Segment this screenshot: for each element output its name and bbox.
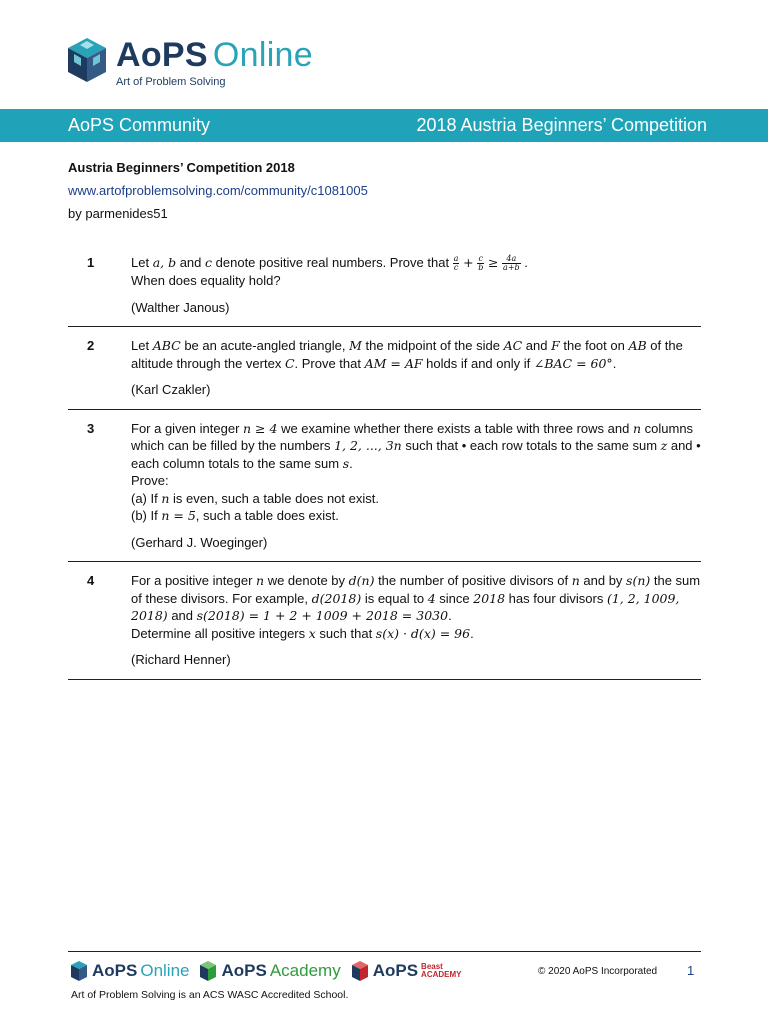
text: (b) If: [131, 508, 162, 524]
math: AC: [503, 338, 523, 354]
beast-academy-cube-icon: [351, 960, 369, 982]
text: the sum of these divisors. For example,: [131, 573, 701, 606]
problem-2: [68, 327, 701, 410]
author-byline: by parmenides51: [68, 206, 168, 221]
problem-statement: [131, 420, 701, 552]
math: F: [551, 338, 560, 354]
text: we examine whether there exists a table with three rows and: [277, 420, 633, 436]
text: of the altitude through the vertex: [131, 338, 683, 371]
aops-academy-cube-icon: [199, 960, 217, 982]
copyright: © 2020 AoPS Incorporated: [538, 966, 658, 977]
text: since: [435, 590, 474, 606]
math: s(2018) = 1 + 2 + 1009 + 2018 = 3030: [196, 608, 449, 624]
beast-academy-wordmark: [421, 963, 461, 979]
logo-name-light: Online: [212, 36, 313, 74]
math: ABC: [152, 338, 181, 354]
math: 4: [427, 590, 436, 606]
text: .: [470, 625, 474, 641]
math: n: [256, 573, 265, 589]
accreditation-note: Art of Problem Solving is an ACS WASC Accredited School.: [71, 989, 349, 1001]
problem-author: (Gerhard J. Woeginger): [131, 534, 268, 550]
logo-tagline: Art of Problem Solving: [116, 76, 226, 88]
footer-beast-academy-logo[interactable]: [351, 960, 462, 982]
footer-divider: [68, 951, 701, 952]
footer-online-light: Online: [140, 961, 190, 980]
problem-1: [68, 250, 701, 327]
text: (a) If: [131, 490, 162, 506]
problem-statement: Let a, b and c denote positive real numbers. Prove that $\frac{a}{c}$ + $\frac{c}{b}$ ≥ $\frac{4a}{a+b}$ . When does equality hold? (Walther Janous): [131, 254, 701, 316]
text: For a positive integer: [131, 573, 257, 589]
math: n: [571, 573, 580, 589]
text: such that • each row totals to the same sum: [401, 438, 661, 454]
text: the foot on: [559, 338, 629, 354]
text: Determine all positive integers: [131, 625, 309, 641]
problem-4: [68, 562, 701, 680]
problem-number: 4: [87, 573, 95, 589]
math: ∠BAC = 60°: [533, 355, 613, 371]
text: is even, such a table does not exist.: [169, 490, 379, 506]
math: z: [660, 438, 668, 454]
math: AB: [628, 338, 647, 354]
math: d(n): [348, 573, 375, 589]
text: When does equality hold?: [131, 273, 281, 289]
beast-word: Beast: [421, 962, 443, 971]
text: and • each column totals to the same sum: [131, 438, 701, 471]
footer-beast-bold: AoPS: [372, 961, 419, 980]
document-header: [68, 156, 368, 225]
footer-aops-academy-logo[interactable]: [199, 960, 340, 982]
footer-academy-light: Academy: [269, 961, 341, 980]
fraction-c-over-b: $\frac{c}{b}$: [478, 254, 484, 273]
math: 2018: [473, 590, 506, 606]
problem-author: (Richard Henner): [131, 652, 231, 668]
math: n: [632, 420, 642, 436]
math: n ≥ 4: [243, 420, 278, 436]
math: d(2018): [311, 590, 362, 606]
math: s(n): [626, 573, 651, 589]
problem-3: [68, 410, 701, 563]
competition-title: 2018 Austria Beginners’ Competition: [416, 115, 707, 135]
text: such that: [315, 625, 376, 641]
problem-list: [68, 250, 701, 680]
page-number: 1: [687, 963, 695, 978]
header-band: [0, 109, 768, 142]
text: has four divisors: [505, 590, 607, 606]
problem-author: (Walther Janous): [131, 299, 230, 315]
aops-cube-icon: [66, 36, 108, 84]
problem-statement: [131, 572, 701, 669]
math: a, b: [152, 255, 177, 270]
text: .: [349, 455, 353, 471]
aops-online-logo[interactable]: [66, 36, 313, 92]
math: s(x) · d(x) = 96: [375, 625, 471, 641]
text: Let: [131, 255, 153, 270]
text: columns which can be filled by the numbers: [131, 420, 694, 454]
math: 1, 2, ..., 3n: [334, 438, 402, 454]
text: holds if and only if: [422, 355, 534, 371]
math: x: [308, 625, 316, 641]
text: Prove:: [131, 473, 169, 489]
math: C: [284, 355, 295, 371]
problem-statement: [131, 337, 701, 399]
math: s: [342, 455, 350, 471]
text: be an acute-angled triangle,: [180, 338, 350, 354]
text: and: [176, 255, 206, 270]
text: Let: [131, 338, 153, 354]
math: AM = AF: [364, 355, 423, 371]
problem-number: 1: [87, 255, 95, 270]
fraction-4a-over-a-plus-b: $\frac{4a}{a+b}$: [503, 254, 520, 273]
academy-word: ACADEMY: [421, 970, 462, 979]
math: n: [161, 490, 170, 506]
text: we denote by: [264, 573, 349, 589]
text: .: [448, 608, 452, 624]
text: is equal to: [361, 590, 428, 606]
problem-number: 3: [87, 420, 95, 436]
text: the midpoint of the side: [361, 338, 504, 354]
text: . Prove that: [294, 355, 365, 371]
problem-number: 2: [87, 338, 95, 354]
math: c: [205, 255, 213, 270]
footer-aops-online-logo[interactable]: [70, 960, 189, 982]
text: .: [612, 355, 617, 371]
footer-online-bold: AoPS: [92, 961, 138, 980]
problem-author: (Karl Czakler): [131, 382, 211, 398]
text: and: [522, 338, 552, 354]
community-link[interactable]: AoPS Community: [68, 115, 211, 135]
text: , such a table does exist.: [195, 508, 339, 524]
community-url-link[interactable]: www.artofproblemsolving.com/community/c1081005: [68, 183, 368, 198]
text: denote positive real numbers. Prove that: [212, 255, 453, 270]
math: M: [349, 338, 362, 354]
math: (1, 2, 1009, 2018): [131, 590, 680, 624]
text: For a given integer: [131, 420, 244, 436]
footer-logos: [70, 960, 462, 982]
document-title: Austria Beginners’ Competition 2018: [68, 160, 295, 175]
text: the number of positive divisors of: [374, 573, 572, 589]
aops-cube-icon: [70, 960, 88, 982]
text: and by: [579, 573, 627, 589]
math: n = 5: [161, 508, 196, 524]
footer-academy-bold: AoPS: [221, 961, 267, 980]
fraction-a-over-c: $\frac{a}{c}$: [453, 254, 459, 273]
text: and: [167, 608, 197, 624]
logo-name-bold: AoPS: [116, 36, 208, 74]
